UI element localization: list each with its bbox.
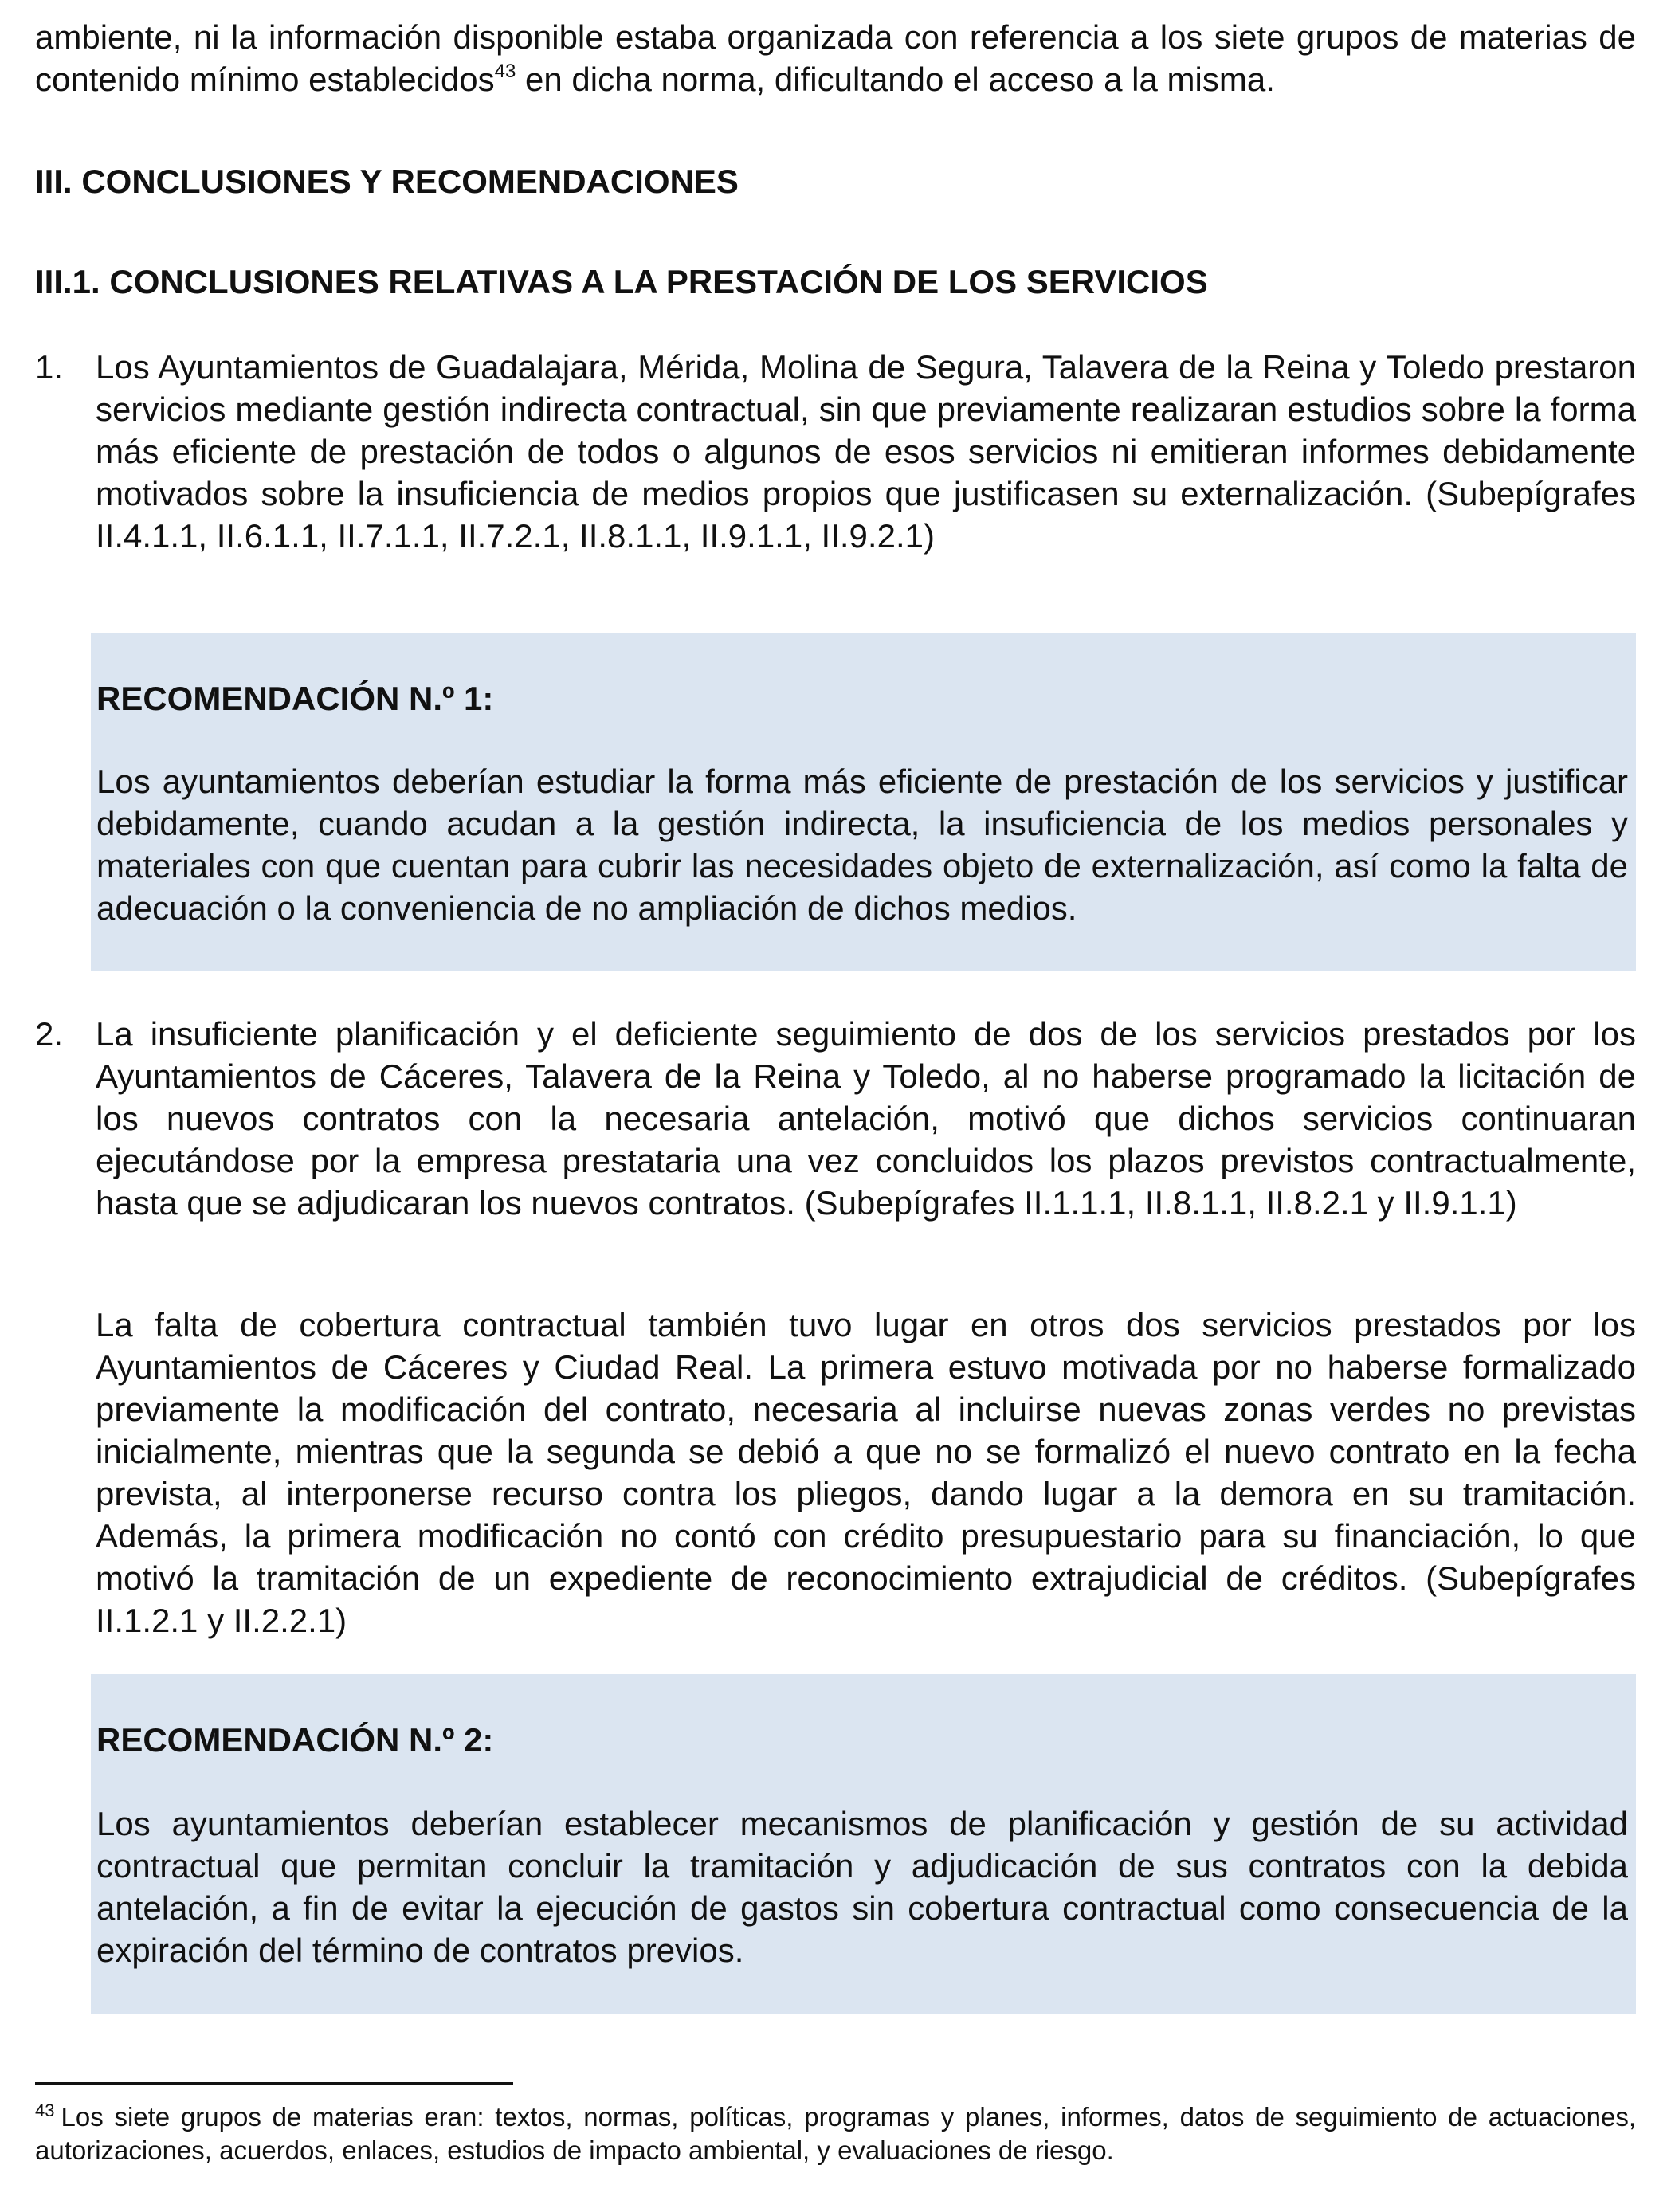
section-heading: III. CONCLUSIONES Y RECOMENDACIONES [35, 163, 739, 200]
footnote-separator [35, 2082, 513, 2085]
footnote [35, 2100, 1636, 2167]
conclusion-number: 1. [35, 348, 64, 386]
intro-text: ambiente, ni la información disponible estaba organizada con referencia a los siete grupos de materias de contenido mínimo establecidos [35, 18, 1636, 98]
recommendation-text: Los ayuntamientos deberían estudiar la forma más eficiente de prestación de los servicios y justificar debidamente, cuando acudan a la gestión indirecta, la insuficiencia de los medios personales y materiales con que cuentan para cubrir las necesidades objeto de externalización, así como la falta de adecuación o la conveniencia de no ampliación de dichos medios. [96, 763, 1628, 927]
subsection-heading: III.1. CONCLUSIONES RELATIVAS A LA PRESTACIÓN DE LOS SERVICIOS [35, 263, 1208, 300]
conclusion-number: 2. [35, 1015, 64, 1053]
footnote-text: Los siete grupos de materias eran: textos, normas, políticas, programas y planes, informes, datos de seguimiento de actuaciones, autorizaciones, acuerdos, enlaces, estudios de impacto ambiental, y evaluaciones de riesgo. [35, 2102, 1636, 2165]
recommendation-box [91, 1674, 1636, 2014]
recommendation-title: RECOMENDACIÓN N.º 2: [96, 1721, 494, 1759]
conclusion-paragraph: La falta de cobertura contractual también tuvo lugar en otros dos servicios prestados por los Ayuntamientos de Cáceres y Ciudad Real. La primera estuvo motivada por no haberse formalizado previamente la modificación del contrato, necesaria al incluirse nuevas zonas verdes no previstas inicialmente, mientras que la segunda se debió a que no se formalizó el nuevo contrato en la fecha prevista, al interponerse recurso contra los pliegos, dando lugar a la demora en su tramitación. Además, la primera modificación no contó con crédito presupuestario para su financiación, lo que motivó la tramitación de un expediente de reconocimiento extrajudicial de créditos. (Subepígrafes II.1.2.1 y II.2.2.1) [96, 1306, 1636, 1639]
recommendation-text: Los ayuntamientos deberían establecer mecanismos de planificación y gestión de su actividad contractual que permitan concluir la tramitación y adjudicación de sus contratos con la debida antelación, a fin de evitar la ejecución de gastos sin cobertura contractual como consecuencia de la expiración del término de contratos previos. [96, 1805, 1628, 1969]
intro-text-after: en dicha norma, dificultando el acceso a la misma. [516, 61, 1275, 98]
footnote-number: 43 [35, 2100, 55, 2120]
conclusion-paragraph: Los Ayuntamientos de Guadalajara, Mérida, Molina de Segura, Talavera de la Reina y Toledo prestaron servicios mediante gestión indirecta contractual, sin que previamente realizaran estudios sobre la forma más eficiente de prestación de todos o algunos de esos servicios ni emitieran informes debidamente motivados sobre la insuficiencia de medios propios que justificasen su externalización. (Subepígrafes II.4.1.1, II.6.1.1, II.7.1.1, II.7.2.1, II.8.1.1, II.9.1.1, II.9.2.1) [96, 348, 1636, 555]
recommendation-box [91, 633, 1636, 971]
conclusion-paragraph: La insuficiente planificación y el deficiente seguimiento de dos de los servicios prestados por los Ayuntamientos de Cáceres, Talavera de la Reina y Toledo, al no haberse programado la licitación de los nuevos contratos con la necesaria antelación, motivó que dichos servicios continuaran ejecutándose por la empresa prestataria una vez concluidos los plazos previstos contractualmente, hasta que se adjudicaran los nuevos contratos. (Subepígrafes II.1.1.1, II.8.1.1, II.8.2.1 y II.9.1.1) [96, 1015, 1636, 1222]
recommendation-title: RECOMENDACIÓN N.º 1: [96, 680, 494, 717]
footnote-reference[interactable]: 43 [494, 61, 516, 82]
intro-paragraph [35, 16, 1636, 100]
